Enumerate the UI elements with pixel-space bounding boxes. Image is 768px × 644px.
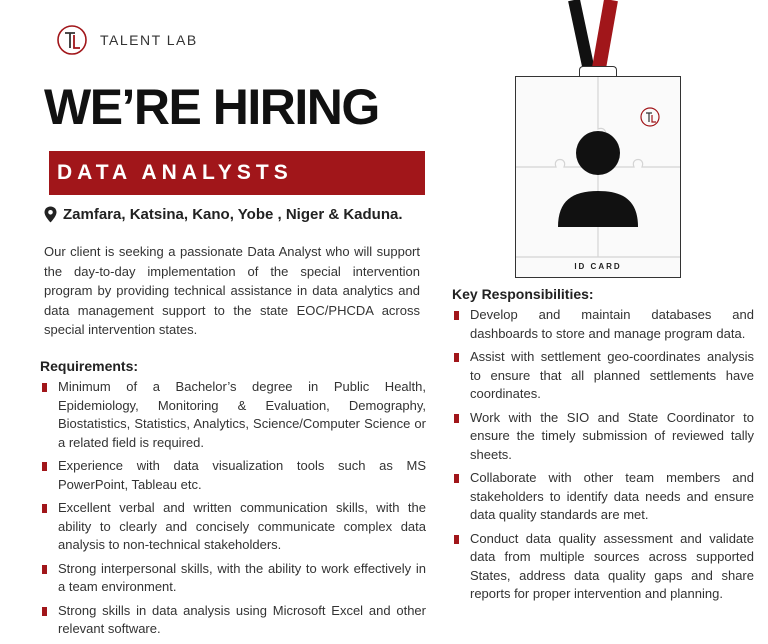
requirements-list: [40, 378, 426, 644]
person-body-icon: [558, 191, 638, 227]
bullet-icon: [42, 504, 47, 513]
id-card-label: ID CARD: [574, 262, 622, 271]
requirement-item: Strong interpersonal skills, with the ability to work effectively in a team environment.: [40, 560, 426, 597]
lanyard-strap-left: [568, 0, 595, 74]
bullet-icon: [42, 383, 47, 392]
requirements-title: Requirements:: [40, 358, 139, 374]
intro-paragraph: Our client is seeking a passionate Data Analyst who will support the day-to-day implementation of the special intervention program by providing technical assistance in data analytics and data management support to the state EOC/PHCDA across special intervention states.: [44, 244, 420, 337]
requirement-item: Minimum of a Bachelor’s degree in Public Health, Epidemiology, Monitoring & Evaluation, Demography, Biostatistics, Statistics, Analytics, Science/Computer Science or a related field is required.: [40, 378, 426, 452]
bullet-icon: [42, 565, 47, 574]
id-card-artwork: [516, 77, 680, 277]
brand-name: TALENT LAB: [100, 32, 198, 48]
tl-logo-icon: [56, 24, 88, 56]
bullet-icon: [454, 311, 459, 320]
bullet-icon: [42, 607, 47, 616]
role-title: DATA ANALYSTS: [57, 161, 293, 184]
bullet-icon: [454, 474, 459, 483]
responsibility-item: Assist with settlement geo-coordinates analysis to ensure that all planned settlements have coordinates.: [452, 348, 754, 404]
location-line: [44, 206, 403, 223]
role-banner: [49, 151, 425, 195]
responsibility-item: Conduct data quality assessment and validate data from multiple sources across supported States, address data quality gaps and share reports for proper intervention and planning.: [452, 530, 754, 604]
headline: WE’RE HIRING: [44, 79, 379, 135]
requirement-item: Excellent verbal and written communication skills, with the ability to clearly and concisely communicate complex data analysis to non-technical stakeholders.: [40, 499, 426, 555]
requirement-item: Strong skills in data analysis using Microsoft Excel and other relevant software.: [40, 602, 426, 639]
id-card: [515, 76, 681, 278]
location-text: Zamfara, Katsina, Kano, Yobe , Niger & Kaduna.: [63, 206, 403, 223]
responsibility-item: Collaborate with other team members and stakeholders to identify data needs and ensure data quality standards are met.: [452, 469, 754, 525]
bullet-icon: [454, 414, 459, 423]
map-pin-icon: [44, 206, 57, 223]
responsibilities-title: Key Responsibilities:: [452, 286, 594, 302]
bullet-icon: [454, 535, 459, 544]
responsibility-item: Develop and maintain databases and dashboards to store and manage program data.: [452, 306, 754, 343]
responsibilities-list: [452, 306, 754, 609]
person-head-icon: [576, 131, 620, 175]
bullet-icon: [42, 462, 47, 471]
talent-lab-logo: [56, 24, 198, 56]
bullet-icon: [454, 353, 459, 362]
responsibility-item: Work with the SIO and State Coordinator to ensure the timely submission of reviewed tally sheets.: [452, 409, 754, 465]
requirement-item: Experience with data visualization tools such as MS PowerPoint, Tableau etc.: [40, 457, 426, 494]
